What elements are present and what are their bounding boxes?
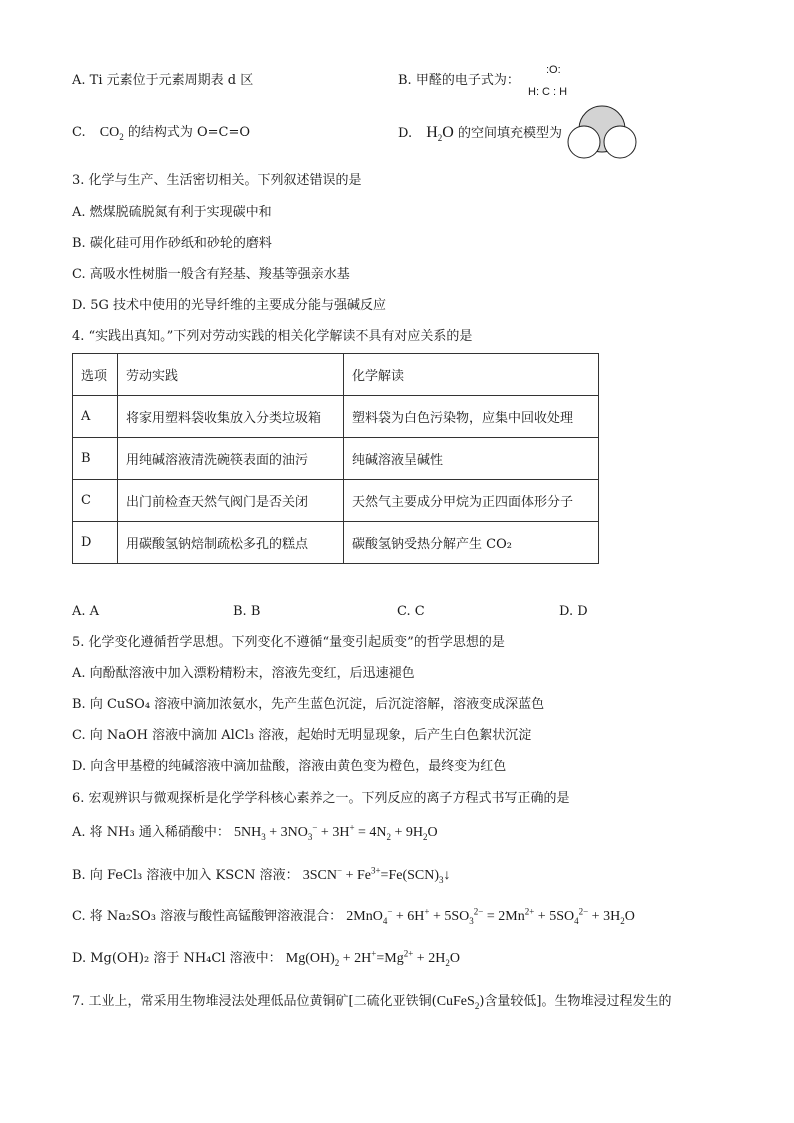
- q4-answer-d: D. D: [559, 604, 588, 619]
- table-cell: 将家用塑料袋收集放入分类垃圾箱: [118, 396, 344, 438]
- table-cell: D: [73, 522, 118, 564]
- q6-option-b: B. 向 FeCl₃ 溶液中加入 KSCN 溶液： $3SCN^- + Fe^{3+}=Fe(SCN)_3↓$: [72, 865, 451, 885]
- table-cell: 纯碱溶液呈碱性: [344, 438, 599, 480]
- table-cell: 碳酸氢钠受热分解产生 CO₂: [344, 522, 599, 564]
- q2-option-b-label: B. 甲醛的电子式为：: [398, 73, 520, 88]
- table-row: [73, 438, 599, 480]
- q2-option-d-label: D.: [398, 126, 413, 141]
- q2-option-c: C. $CO_2$ 的结构式为 O=C=O: [72, 125, 251, 142]
- q6-option-a: A. 将 NH₃ 通入稀硝酸中： $5NH_3 + 3NO_3^- + 3H^+ = 4N_2 + 9H_2O$: [72, 822, 438, 842]
- q6-option-c: C. 将 Na₂SO₃ 溶液与酸性高锰酸钾溶液混合： $2MnO_4^- + 6H^+ + 5SO_3^{2-} = 2Mn^{2+} + 5SO_4^{2-} + 3H_2O$: [72, 906, 635, 926]
- q2-option-a: A. Ti 元素位于元素周期表 d 区: [72, 73, 254, 88]
- q6-option-c-label: C. 将 Na₂SO₃ 溶液与酸性高锰酸钾溶液混合：: [72, 909, 343, 924]
- q2-option-d-text: 的空间填充模型为: [458, 126, 563, 141]
- table-cell: 用碳酸氢钠焙制疏松多孔的糕点: [118, 522, 344, 564]
- q6-option-a-label: A. 将 NH₃ 通入稀硝酸中：: [72, 825, 230, 840]
- table-cell: B: [73, 438, 118, 480]
- table-cell: 天然气主要成分甲烷为正四面体形分子: [344, 480, 599, 522]
- q5-option-b: B. 向 CuSO₄ 溶液中滴加浓氨水，先产生蓝色沉淀，后沉淀溶解，溶液变成深蓝色: [72, 697, 545, 712]
- formaldehyde-electron-formula: [528, 63, 588, 103]
- table-row: [73, 522, 599, 564]
- electron-formula-hch: H: C : H: [528, 86, 568, 98]
- q5-stem: 5. 化学变化遵循哲学思想。下列变化不遵循“量变引起质变”的哲学思想的是: [72, 635, 505, 650]
- q6-stem: 6. 宏观辨识与微观探析是化学学科核心素养之一。下列反应的离子方程式书写正确的是: [72, 791, 570, 806]
- table-cell: 出门前检查天然气阀门是否关闭: [118, 480, 344, 522]
- q7-stem: 7. 工业上，常采用生物堆浸法处理低品位黄铜矿[二硫化亚铁铜(CuFeS$_2$)含量较低]。生物堆浸过程发生的: [72, 994, 672, 1011]
- q7-stem-before: 7. 工业上，常采用生物堆浸法处理低品位黄铜矿[二硫化亚铁铜(: [72, 994, 437, 1009]
- q6-option-d-label: D. Mg(OH)₂ 溶于 NH₄Cl 溶液中：: [72, 951, 282, 966]
- q6-option-b-label: B. 向 FeCl₃ 溶液中加入 KSCN 溶液：: [72, 868, 299, 883]
- q2-option-c-text: 的结构式为 O=C=O: [127, 125, 251, 140]
- q4-stem: 4. “实践出真知。”下列对劳动实践的相关化学解读不具有对应关系的是: [72, 329, 473, 344]
- q5-option-a: A. 向酚酞溶液中加入漂粉精粉末，溶液先变红，后迅速褪色: [72, 666, 415, 681]
- table-cell: C: [73, 480, 118, 522]
- q5-option-d: D. 向含甲基橙的纯碱溶液中滴加盐酸，溶液由黄色变为橙色，最终变为红色: [72, 759, 507, 774]
- q3-option-c: C. 高吸水性树脂一般含有羟基、羧基等强亲水基: [72, 267, 350, 282]
- header-cell: 选项: [73, 354, 118, 396]
- q3-option-b: B. 碳化硅可用作砂纸和砂轮的磨料: [72, 236, 272, 251]
- q6-option-d: D. Mg(OH)₂ 溶于 NH₄Cl 溶液中： $Mg(OH)_2 + 2H^+=Mg^{2+} + 2H_2O$: [72, 948, 460, 968]
- q3-stem: 3. 化学与生产、生活密切相关。下列叙述错误的是: [72, 173, 362, 188]
- table-cell: 用纯碱溶液清洗碗筷表面的油污: [118, 438, 344, 480]
- q5-option-c: C. 向 NaOH 溶液中滴加 AlCl₃ 溶液，起始时无明显现象，后产生白色絮状沉淀: [72, 728, 532, 743]
- table-cell: 塑料袋为白色污染物，应集中回收处理: [344, 396, 599, 438]
- table-cell: A: [73, 396, 118, 438]
- q3-option-d: D. 5G 技术中使用的光导纤维的主要成分能与强碱反应: [72, 298, 387, 313]
- electron-formula-oxygen: :O:: [546, 64, 561, 76]
- table-row: [73, 480, 599, 522]
- q2-option-d: D. $H_2O$ 的空间填充模型为: [398, 124, 563, 144]
- q2-option-c-label: C.: [72, 125, 86, 140]
- q4-answer-c: C. C: [397, 604, 425, 619]
- q4-answer-a: A. A: [72, 604, 100, 619]
- q7-stem-after: )含量较低]。生物堆浸过程发生的: [479, 994, 672, 1009]
- table-row: [73, 396, 599, 438]
- water-space-filling-model: [566, 104, 638, 162]
- table-header-row: [73, 354, 599, 396]
- header-cell: 劳动实践: [118, 354, 344, 396]
- q3-option-a: A. 燃煤脱硫脱氮有利于实现碳中和: [72, 205, 272, 220]
- q4-table: [72, 353, 599, 564]
- q4-answer-b: B. B: [233, 604, 261, 619]
- header-cell: 化学解读: [344, 354, 599, 396]
